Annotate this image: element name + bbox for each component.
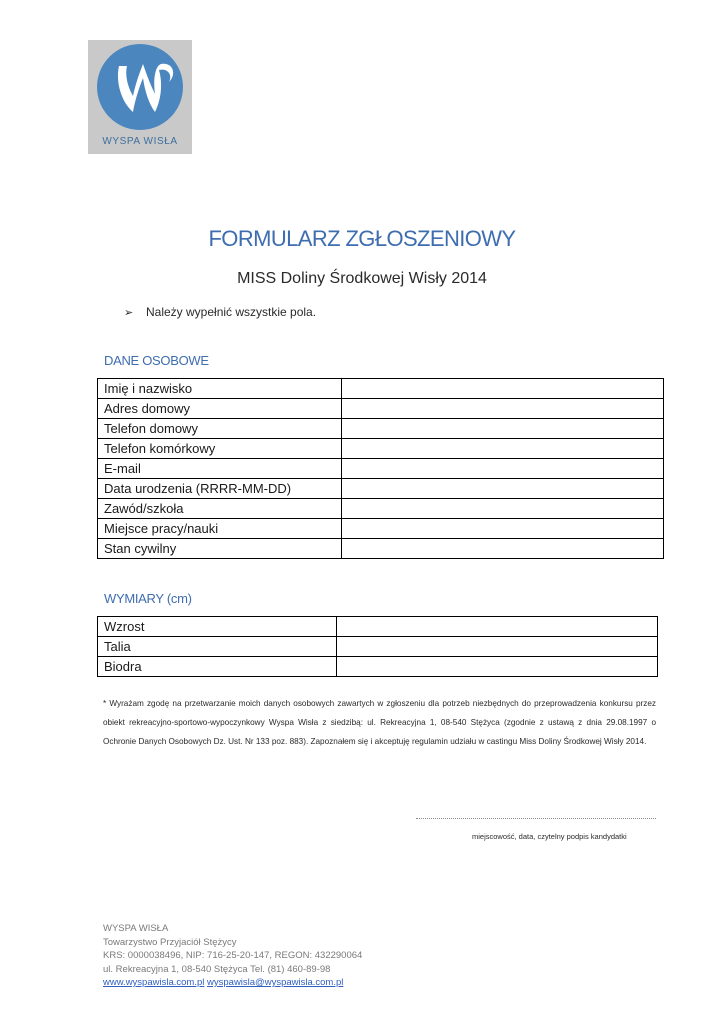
page-title: FORMULARZ ZGŁOSZENIOWY [208, 226, 516, 251]
field-input[interactable] [337, 637, 658, 657]
table-row [98, 539, 664, 559]
table-row [98, 637, 658, 657]
table-row [98, 519, 664, 539]
field-label: Miejsce pracy/nauki [98, 519, 342, 539]
field-label: E-mail [98, 459, 342, 479]
arrow-bullet-icon: ➢ [124, 306, 134, 319]
field-input[interactable] [342, 539, 664, 559]
footer [103, 922, 362, 990]
table-row [98, 459, 664, 479]
instruction-text: Należy wypełnić wszystkie pola. [146, 305, 317, 319]
field-label: Telefon komórkowy [98, 439, 342, 459]
field-label: Adres domowy [98, 399, 342, 419]
logo [88, 40, 192, 154]
field-input[interactable] [337, 617, 658, 637]
table-row [98, 657, 658, 677]
table-row [98, 399, 664, 419]
consent-text: * Wyrażam zgodę na przetwarzanie moich danych osobowych zawartych w zgłoszeniu dla potrzeb niezbędnych do przeprowadzenia konkursu przez obiekt rekreacyjno-sportowo-wypoczynkowy Wyspa Wisła z siedzibą: ul. Rekreacyjna 1, 08-540 Stężyca (zgodnie z ustawą z dnia 29.08.1997 o Ochronie Danych Osobowych Dz. Ust. Nr 133 poz. 883). Zapoznałem się i akceptuję regulamin udziału w castingu Miss Doliny Środkowej Wisły 2014. [103, 699, 656, 746]
table-row [98, 479, 664, 499]
table-row [98, 499, 664, 519]
table-row [98, 379, 664, 399]
field-input[interactable] [342, 519, 664, 539]
personal-data-table [97, 378, 664, 559]
field-input[interactable] [342, 459, 664, 479]
field-label: Telefon domowy [98, 419, 342, 439]
field-input[interactable] [342, 439, 664, 459]
field-input[interactable] [342, 499, 664, 519]
field-input[interactable] [337, 657, 658, 677]
signature-line[interactable] [416, 818, 656, 819]
footer-address: ul. Rekreacyjna 1, 08-540 Stężyca Tel. (81) 460-89-98 [103, 963, 331, 975]
table-row [98, 419, 664, 439]
logo-emblem [97, 44, 183, 130]
measurements-table [97, 616, 658, 677]
email-link[interactable]: wyspawisla@wyspawisla.com.pl [207, 977, 344, 988]
field-input[interactable] [342, 419, 664, 439]
field-label: Stan cywilny [98, 539, 342, 559]
field-input[interactable] [342, 479, 664, 499]
footer-society: Towarzystwo Przyjaciół Stężycy [103, 936, 237, 948]
field-label: Wzrost [98, 617, 337, 637]
measurements-section-heading: WYMIARY (cm) [104, 591, 192, 606]
field-input[interactable] [342, 399, 664, 419]
logo-text: WYSPA WISŁA [102, 136, 178, 147]
page-subtitle: MISS Doliny Środkowej Wisły 2014 [237, 270, 487, 287]
instruction [124, 305, 316, 319]
field-label: Zawód/szkoła [98, 499, 342, 519]
field-label: Talia [98, 637, 337, 657]
footer-links [103, 976, 362, 990]
footer-registry: KRS: 0000038496, NIP: 716-25-20-147, REGON: 432290064 [103, 950, 363, 961]
logo-w-icon [97, 44, 183, 130]
footer-org-name: WYSPA WISŁA [103, 923, 169, 934]
field-label: Data urodzenia (RRRR-MM-DD) [98, 479, 342, 499]
table-row [98, 439, 664, 459]
signature-caption: miejscowość, data, czytelny podpis kandydatki [472, 832, 627, 841]
personal-section-heading: DANE OSOBOWE [104, 353, 209, 368]
field-label: Biodra [98, 657, 337, 677]
table-row [98, 617, 658, 637]
field-label: Imię i nazwisko [98, 379, 342, 399]
website-link[interactable]: www.wyspawisla.com.pl [103, 977, 205, 988]
field-input[interactable] [342, 379, 664, 399]
